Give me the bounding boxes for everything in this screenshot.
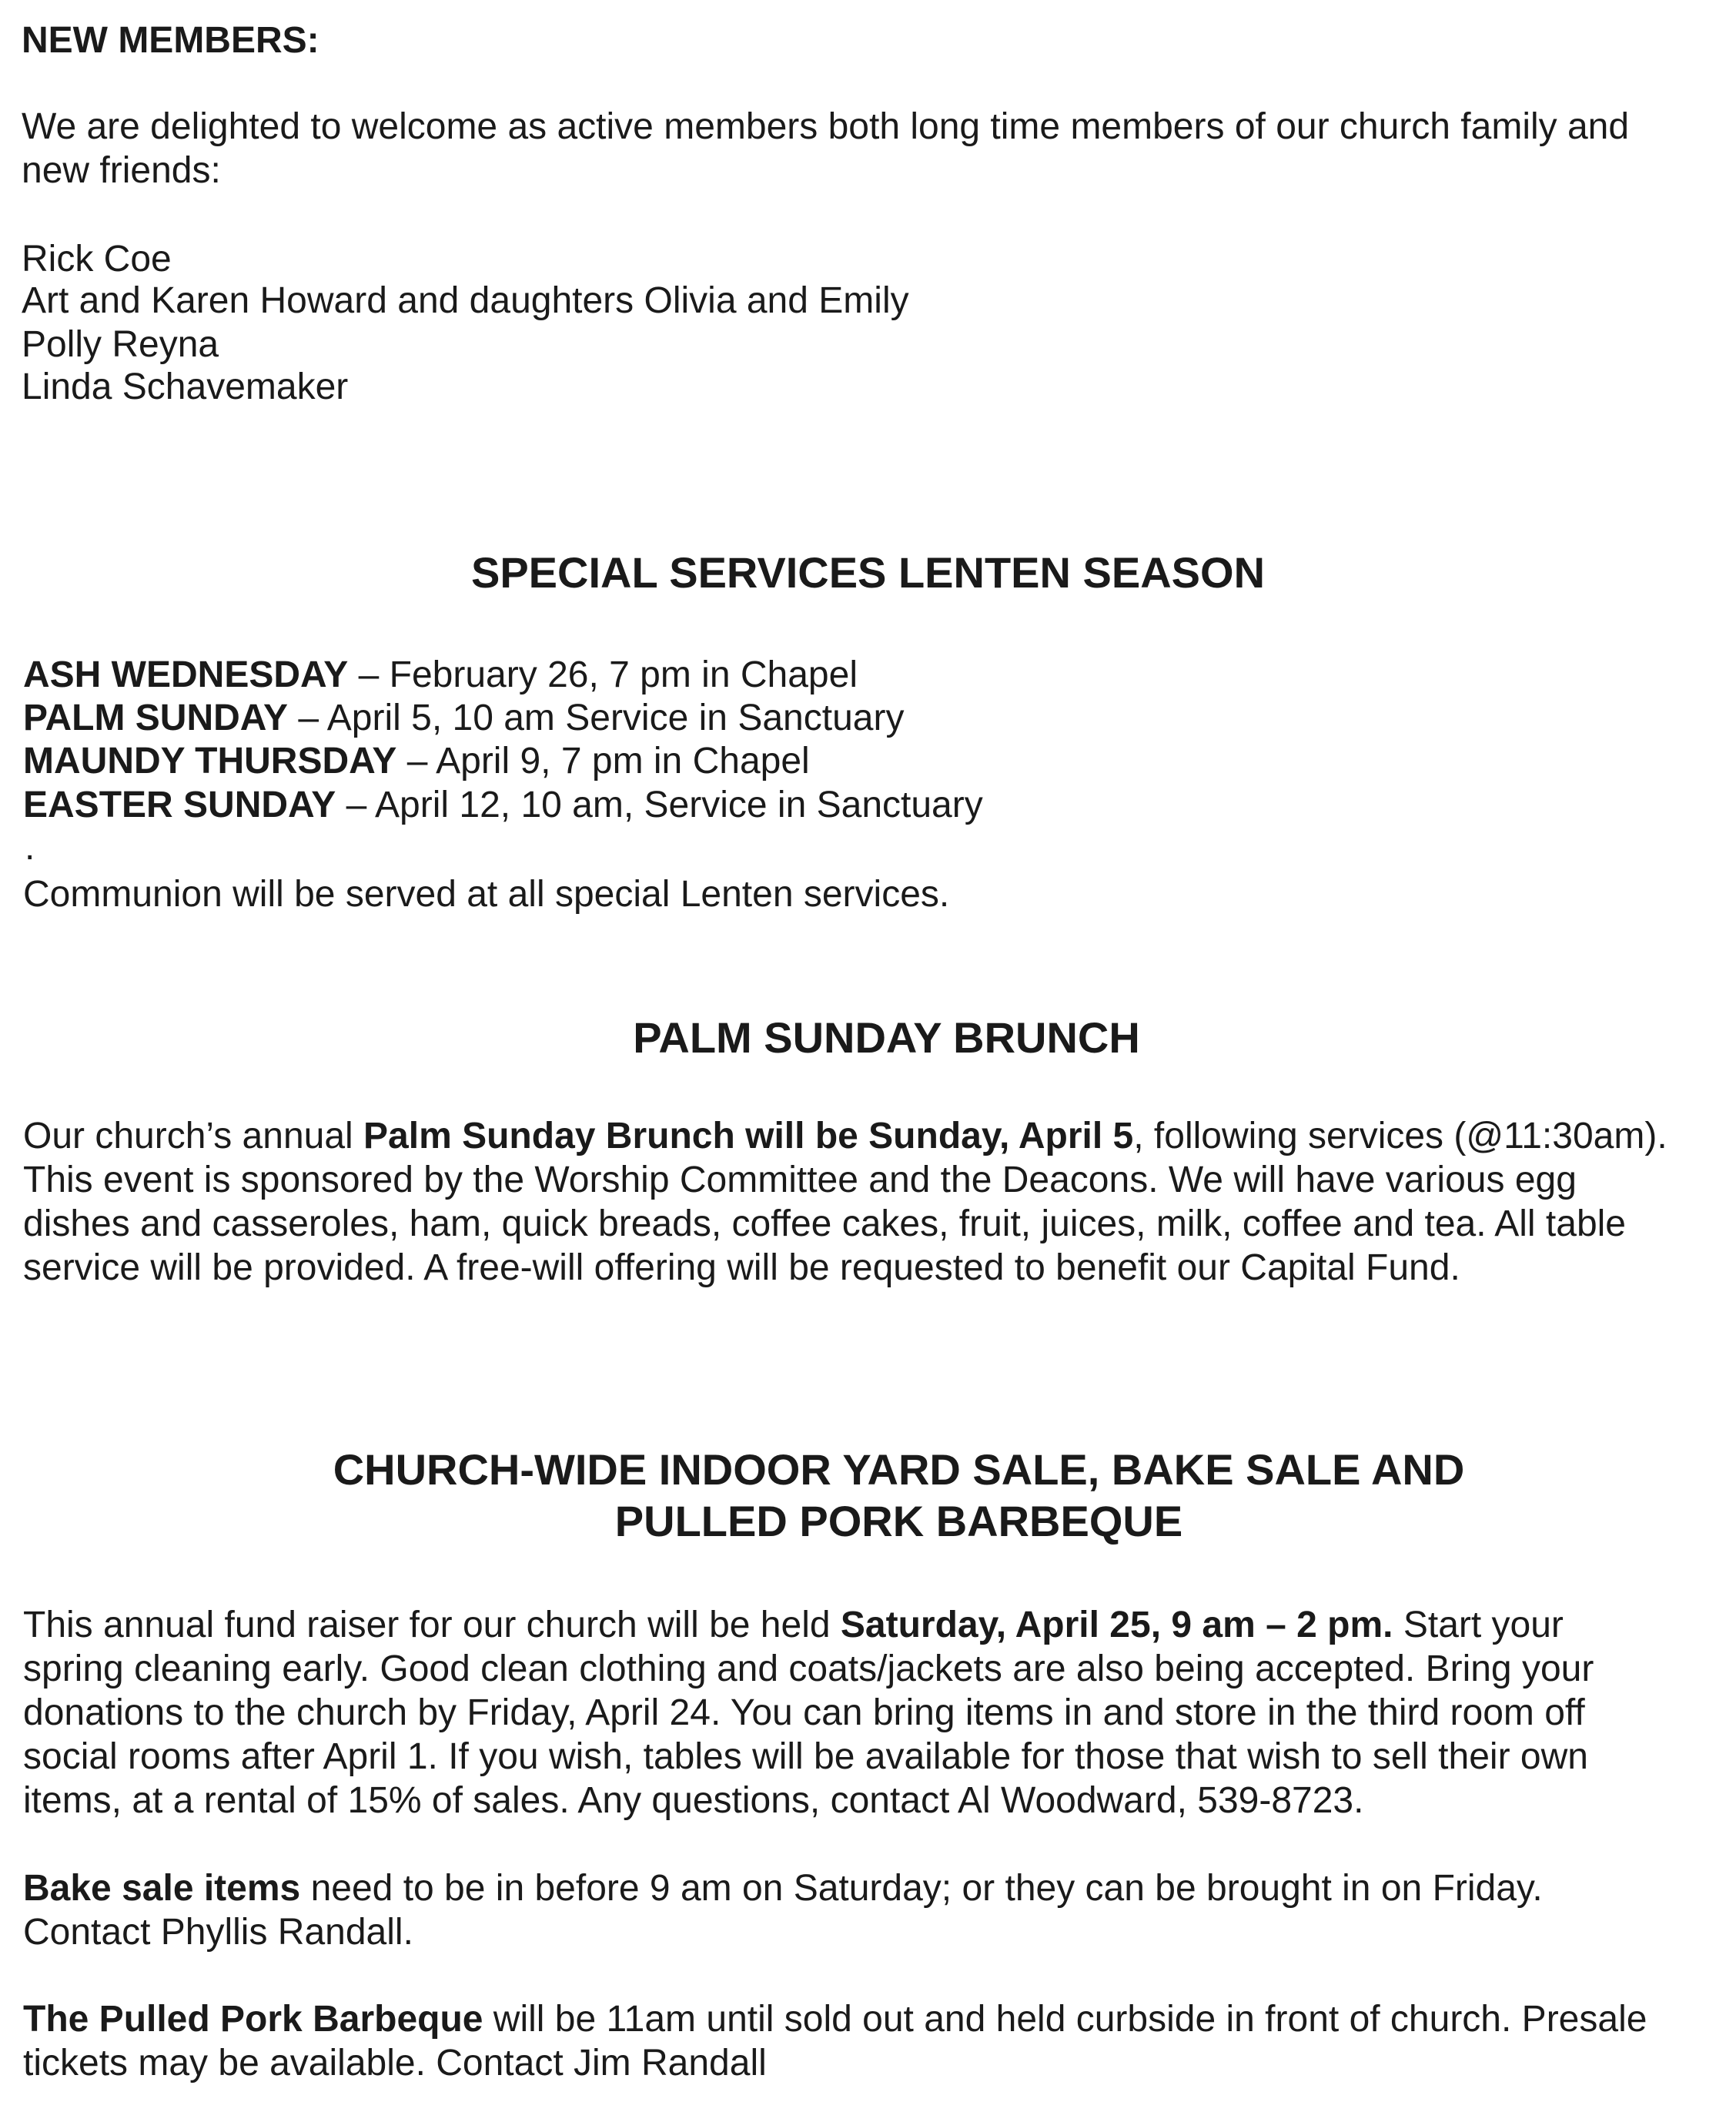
- yard-sale-p1-line1: [23, 1603, 1564, 1647]
- lenten-heading: SPECIAL SERVICES LENTEN SEASON: [470, 548, 1266, 597]
- barbeque-line1: [23, 1997, 1647, 2041]
- service-line: [23, 653, 858, 697]
- bake-sale-label: Bake sale items: [23, 1868, 301, 1909]
- bake-sale-line2: Contact Phyllis Randall.: [23, 1912, 413, 1953]
- service-detail: – April 12, 10 am, Service in Sanctuary: [336, 785, 983, 825]
- yard-sale-p1-line4: social rooms after April 1. If you wish, tables will be available for those that wish to sell their own: [23, 1736, 1588, 1777]
- new-members-intro-line1: We are delighted to welcome as active members both long time members of our church family and: [22, 106, 1630, 147]
- service-line: [23, 739, 810, 783]
- yard-sale-p1-line5: items, at a rental of 15% of sales. Any questions, contact Al Woodward, 539-8723.: [23, 1780, 1364, 1821]
- service-line: [23, 696, 904, 740]
- brunch-line1-bold: Palm Sunday Brunch will be Sunday, April 5: [363, 1116, 1134, 1156]
- brunch-line2: This event is sponsored by the Worship Committee and the Deacons. We will have various egg: [23, 1160, 1577, 1200]
- new-members-heading: NEW MEMBERS:: [22, 20, 319, 61]
- yard-sale-heading-line1: CHURCH-WIDE INDOOR YARD SALE, BAKE SALE AND: [333, 1445, 1465, 1494]
- barbeque-text: will be 11am until sold out and held curbside in front of church. Presale: [483, 1999, 1647, 2040]
- brunch-line3: dishes and casseroles, ham, quick breads, coffee cakes, fruit, juices, milk, coffee and tea. All table: [23, 1203, 1626, 1244]
- service-name: MAUNDY THURSDAY: [23, 741, 397, 782]
- member-name: Art and Karen Howard and daughters Olivia and Emily: [22, 280, 909, 321]
- service-name: EASTER SUNDAY: [23, 785, 336, 825]
- yard-sale-p1-pre: This annual fund raiser for our church will be held: [23, 1605, 841, 1645]
- service-line: [23, 783, 983, 827]
- yard-sale-p1-line2: spring cleaning early. Good clean clothing and coats/jackets are also being accepted. Bring your: [23, 1648, 1594, 1689]
- service-name: PALM SUNDAY: [23, 698, 289, 738]
- yard-sale-p1-line3: donations to the church by Friday, April 24. You can bring items in and store in the third room off: [23, 1692, 1585, 1733]
- new-members-intro-line2: new friends:: [22, 150, 221, 191]
- service-detail: – April 5, 10 am Service in Sanctuary: [288, 698, 905, 738]
- service-detail: – April 9, 7 pm in Chapel: [396, 741, 810, 782]
- brunch-heading: PALM SUNDAY BRUNCH: [633, 1013, 1140, 1062]
- yard-sale-p1-post: Start your: [1393, 1605, 1564, 1645]
- barbeque-label: The Pulled Pork Barbeque: [23, 1999, 483, 2040]
- brunch-line1: [23, 1114, 1667, 1158]
- member-name: Polly Reyna: [22, 324, 219, 365]
- service-name: ASH WEDNESDAY: [23, 654, 349, 695]
- brunch-line4: service will be provided. A free-will offering will be requested to benefit our Capital Fund.: [23, 1247, 1460, 1288]
- service-detail: – February 26, 7 pm in Chapel: [348, 654, 858, 695]
- brunch-line1-post: , following services (@11:30am).: [1133, 1116, 1667, 1156]
- brunch-line1-pre: Our church’s annual: [23, 1116, 364, 1156]
- member-name: Linda Schavemaker: [22, 366, 349, 407]
- yard-sale-heading-line2: PULLED PORK BARBEQUE: [614, 1497, 1183, 1545]
- yard-sale-date: Saturday, April 25, 9 am – 2 pm.: [840, 1605, 1393, 1645]
- communion-note: Communion will be served at all special Lenten services.: [23, 874, 950, 915]
- stray-dot: .: [25, 827, 35, 868]
- barbeque-line2: tickets may be available. Contact Jim Randall: [23, 2043, 767, 2084]
- member-name: Rick Coe: [22, 239, 172, 279]
- bake-sale-line1: [23, 1866, 1543, 1910]
- bake-sale-text: need to be in before 9 am on Saturday; or they can be brought in on Friday.: [300, 1868, 1543, 1909]
